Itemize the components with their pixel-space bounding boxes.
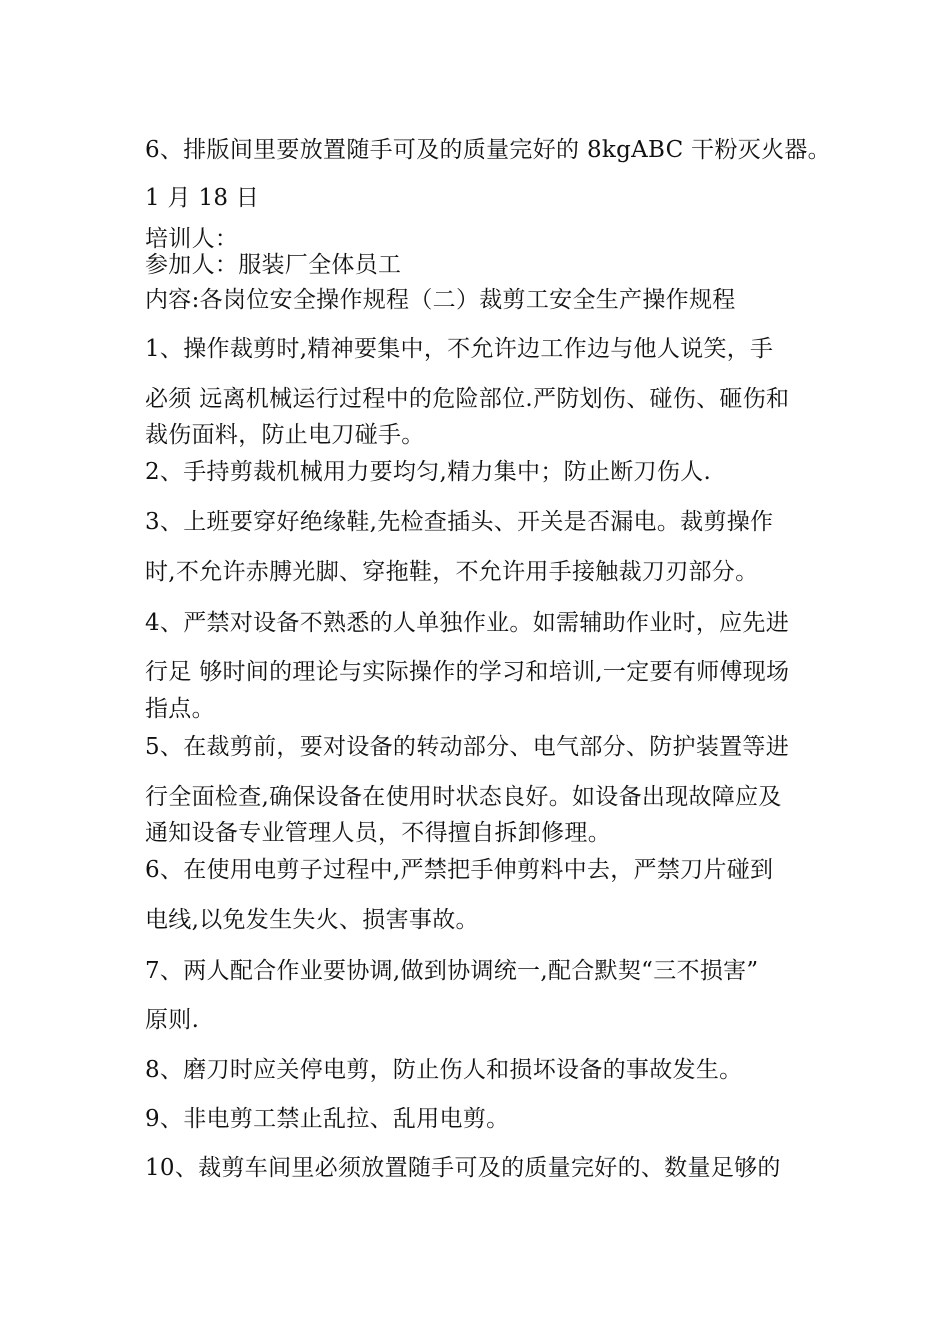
text-line: 指点。	[145, 696, 215, 722]
text-line: 7、两人配合作业要协调,做到协调统一,配合默契“三不损害”	[145, 958, 759, 984]
date-line: 1 月 18 日	[145, 185, 260, 211]
participants-line: 参加人：服装厂全体员工	[145, 252, 402, 278]
text-line: 5、在裁剪前，要对设备的转动部分、电气部分、防护装置等进	[145, 734, 790, 760]
text-line: 行全面检查,确保设备在使用时状态良好。如设备出现故障应及	[145, 784, 782, 810]
text-line: 原则.	[145, 1007, 200, 1033]
text-line: 必须 远离机械运行过程中的危险部位.严防划伤、碰伤、砸伤和	[145, 386, 790, 412]
text-line: 4、严禁对设备不熟悉的人单独作业。如需辅助作业时，应先进	[145, 610, 790, 636]
text-line: 10、裁剪车间里必须放置随手可及的质量完好的、数量足够的	[145, 1155, 781, 1181]
text-line: 6、排版间里要放置随手可及的质量完好的 8kgABC 干粉灭火器。	[145, 137, 831, 163]
text-line: 1、操作裁剪时,精神要集中，不允许边工作边与他人说笑，手	[145, 336, 774, 362]
text-line: 2、手持剪裁机械用力要均匀,精力集中；防止断刀伤人.	[145, 459, 712, 485]
text-line: 8、磨刀时应关停电剪，防止伤人和损坏设备的事故发生。	[145, 1057, 743, 1083]
trainer-line: 培训人：	[145, 226, 239, 252]
text-line: 时,不允许赤膊光脚、穿拖鞋，不允许用手接触裁刀刃部分。	[145, 559, 759, 585]
text-line: 行足 够时间的理论与实际操作的学习和培训,一定要有师傅现场	[145, 659, 790, 685]
text-line: 9、非电剪工禁止乱拉、乱用电剪。	[145, 1106, 510, 1132]
text-line: 6、在使用电剪子过程中,严禁把手伸剪料中去，严禁刀片碰到	[145, 857, 774, 883]
text-line: 3、上班要穿好绝缘鞋,先检查插头、开关是否漏电。裁剪操作	[145, 509, 774, 535]
text-line: 电线,以免发生失火、损害事故。	[145, 907, 479, 933]
text-line: 裁伤面料，防止电刀碰手。	[145, 422, 425, 448]
text-line: 通知设备专业管理人员，不得擅自拆卸修理。	[145, 820, 611, 846]
content-line: 内容:各岗位安全操作规程（二）裁剪工安全生产操作规程	[145, 287, 736, 313]
